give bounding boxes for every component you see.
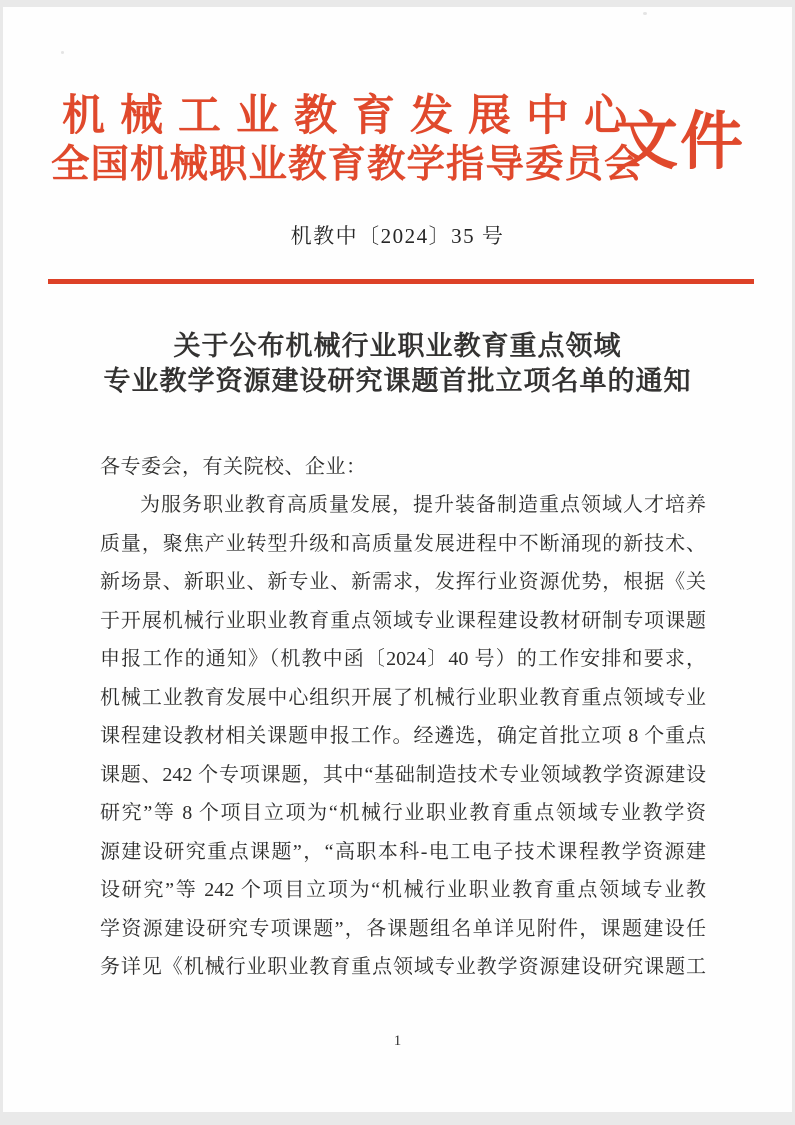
body-line: 务详见《机械行业职业教育重点领域专业教学资源建设研究课题工 [100, 956, 706, 978]
document-type-label: 文件 [615, 107, 745, 177]
body-line: 设研究”等 242 个项目立项为“机械行业职业教育重点领域专业教 [100, 879, 706, 901]
body-line: 机械工业教育发展中心组织开展了机械行业职业教育重点领域专业 [100, 686, 706, 709]
document-paper [3, 7, 792, 1112]
issuing-org-primary: 机械工业教育发展中心 [62, 93, 642, 140]
body-line: 新场景、新职业、新专业、新需求，发挥行业资源优势，根据《关 [100, 571, 706, 593]
document-title-line1: 关于公布机械行业职业教育重点领域 [173, 331, 622, 361]
scan-speck [643, 12, 647, 15]
red-divider-rule [48, 279, 754, 284]
document-title [3, 329, 792, 399]
scan-speck [61, 51, 64, 54]
salutation-line: 各专委会，有关院校、企业： [100, 456, 367, 478]
document-body [100, 448, 706, 987]
document-number: 机教中〔2024〕35 号 [290, 224, 505, 248]
body-line: 研究”等 8 个项目立项为“机械行业职业教育重点领域专业教学资 [100, 802, 706, 824]
body-line: 为服务职业教育高质量发展，提升装备制造重点领域人才培养 [140, 494, 706, 516]
body-line: 源建设研究重点课题”，“高职本科-电工电子技术课程教学资源建 [100, 840, 706, 863]
document-title-line2: 专业教学资源建设研究课题首批立项名单的通知 [103, 366, 692, 396]
body-line: 课程建设教材相关课题申报工作。经遴选，确定首批立项 8 个重点 [100, 725, 706, 747]
body-paragraph [100, 486, 706, 987]
body-line: 质量，聚焦产业转型升级和高质量发展进程中不断涌现的新技术、 [100, 532, 706, 555]
body-line: 于开展机械行业职业教育重点领域专业课程建设教材研制专项课题 [100, 609, 706, 632]
issuing-org-secondary: 全国机械职业教育教学指导委员会 [51, 144, 644, 186]
body-line: 课题、242 个专项课题，其中“基础制造技术专业领域教学资源建设 [100, 763, 706, 786]
body-line: 学资源建设研究专项课题”，各课题组名单详见附件，课题建设任 [100, 917, 706, 940]
page-number: 1 [393, 1033, 402, 1049]
body-line: 申报工作的通知》（机教中函〔2024〕40 号）的工作安排和要求， [100, 648, 706, 670]
